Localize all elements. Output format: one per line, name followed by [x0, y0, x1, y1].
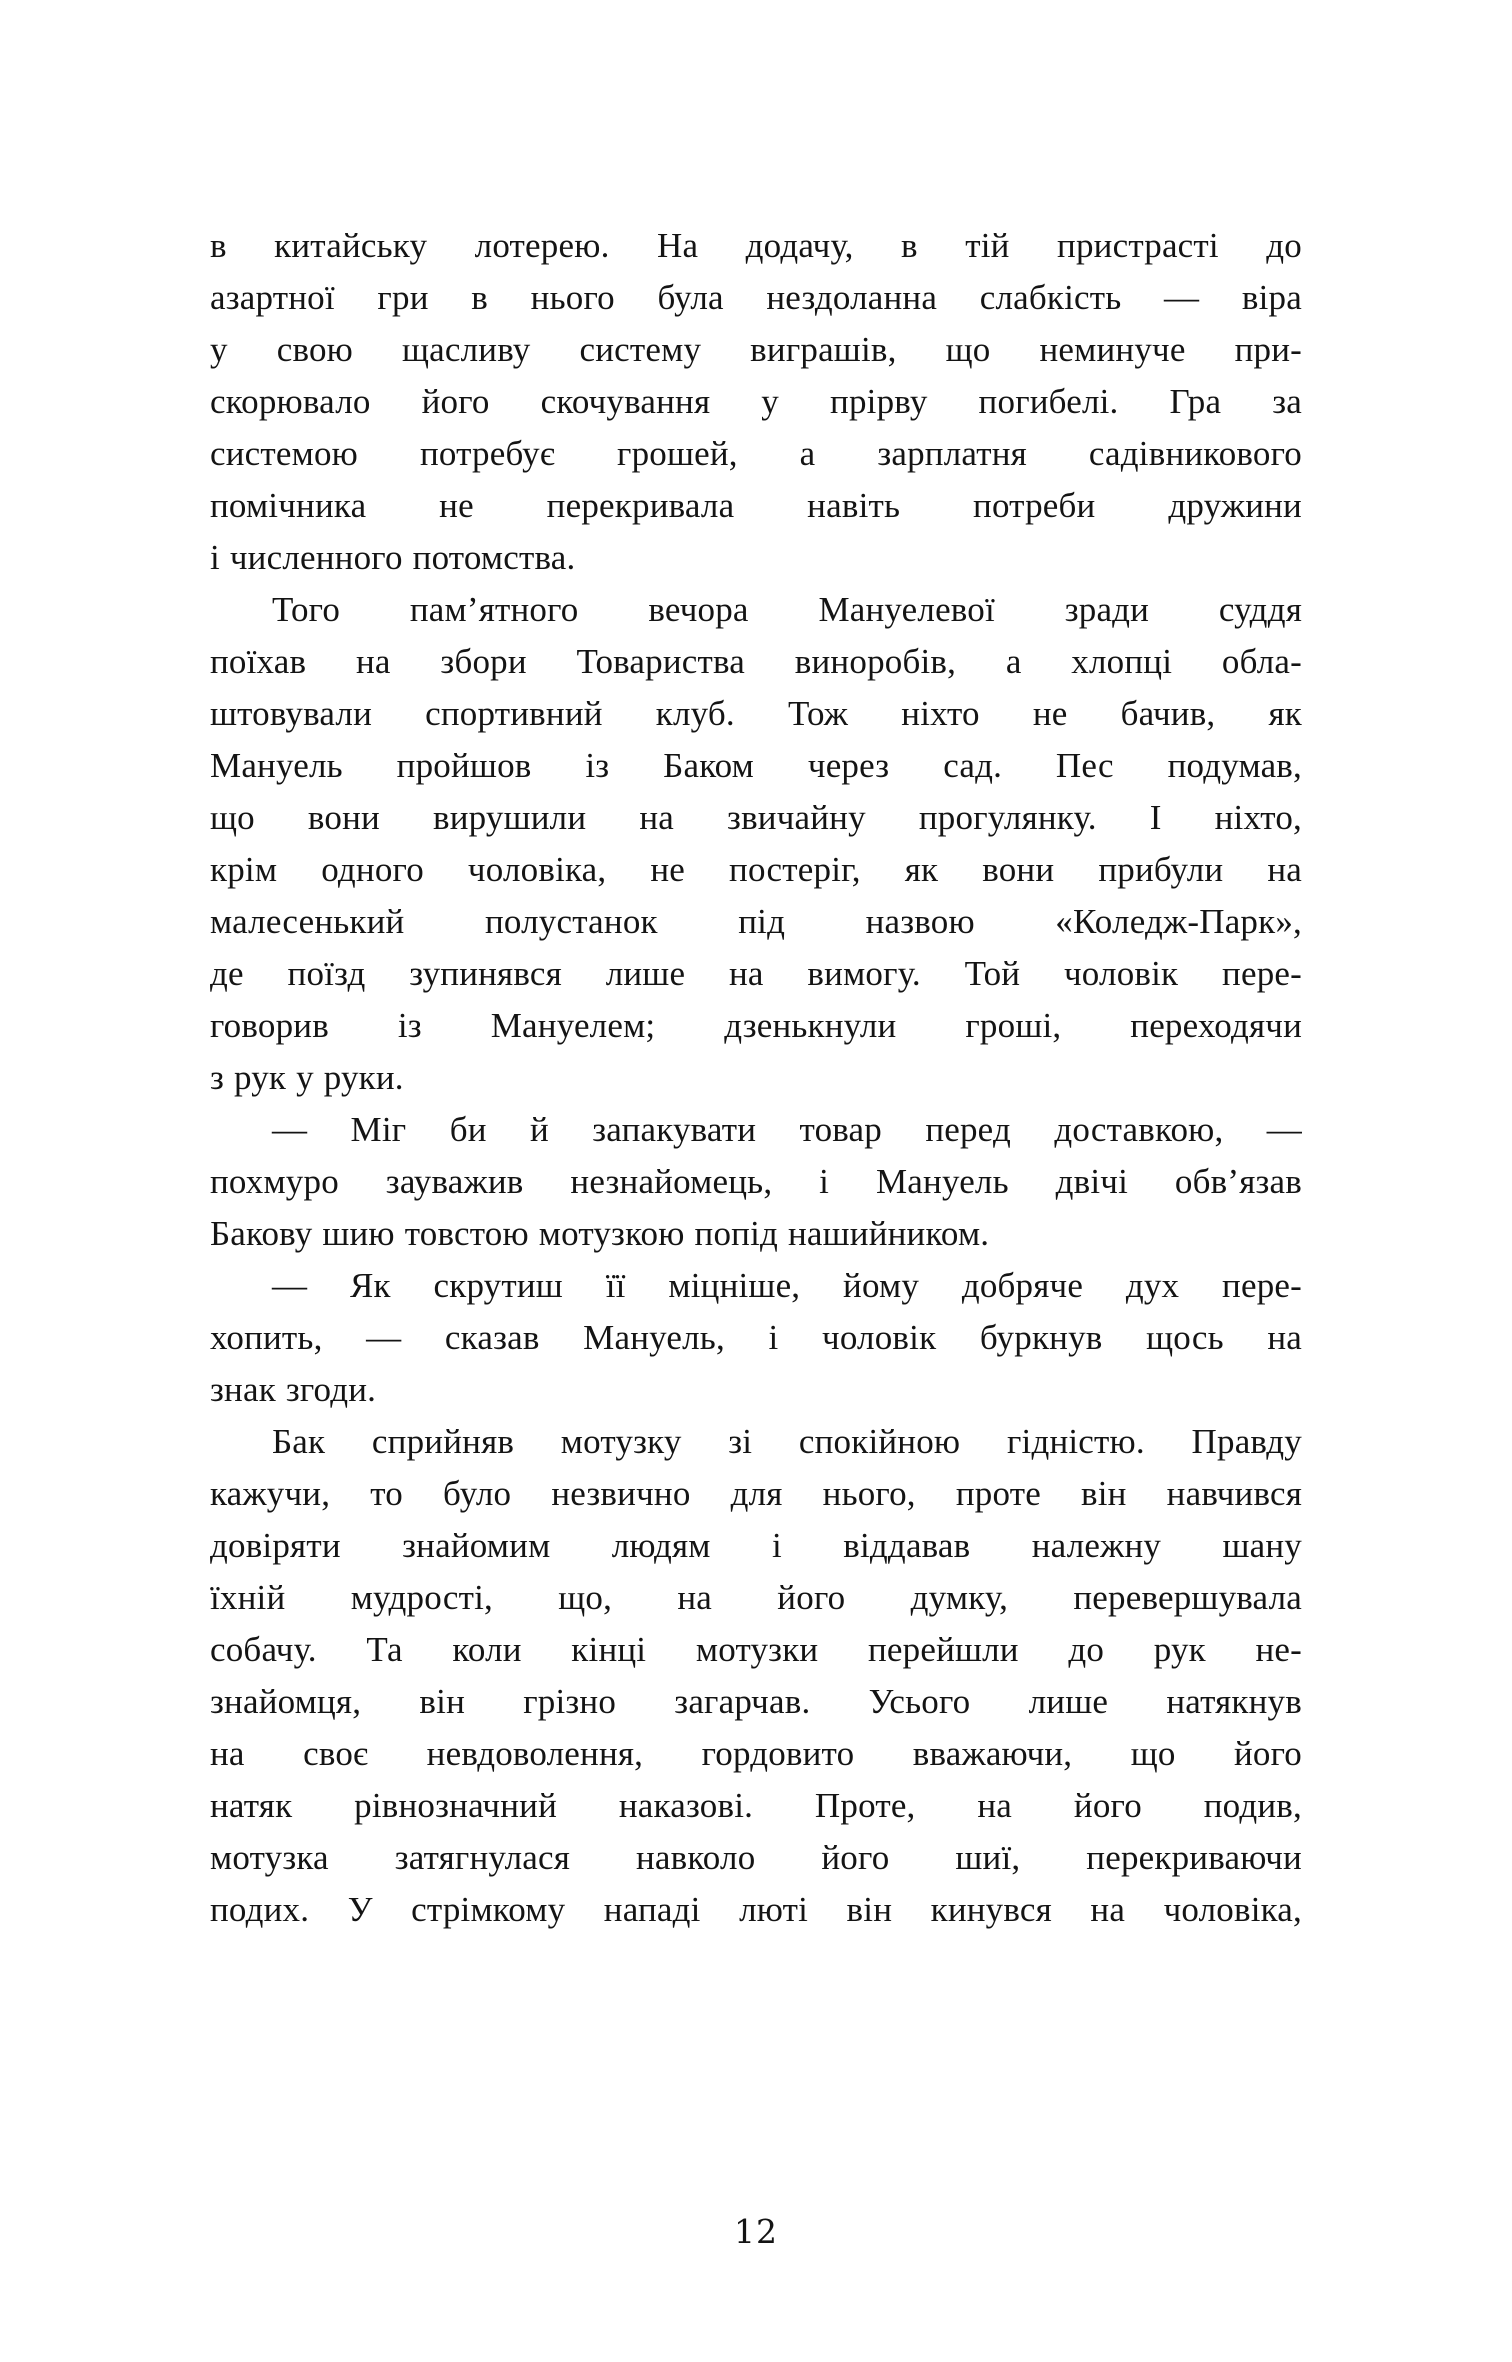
paragraph — [210, 1260, 1302, 1416]
paragraph — [210, 220, 1302, 584]
text-line: що вони вирушили на звичайну прогулянку. І ніхто, — [210, 798, 1302, 837]
text-line: поїхав на збори Товариства виноробів, а хлопці обла- — [210, 642, 1302, 681]
text-line: Бакову шию товстою мотузкою попід нашийником. — [210, 1214, 990, 1253]
text-line: Того пам’ятного вечора Мануелевої зради суддя — [272, 590, 1302, 629]
text-line: де поїзд зупинявся лише на вимогу. Той чоловік пере- — [210, 954, 1302, 993]
text-line: Мануель пройшов із Баком через сад. Пес подумав, — [210, 746, 1302, 785]
text-line: і численного потомства. — [210, 538, 576, 577]
text-line: натяк рівнозначний наказові. Проте, на його подив, — [210, 1786, 1302, 1825]
text-line: у свою щасливу систему виграшів, що неминуче при- — [210, 330, 1302, 369]
text-line: похмуро зауважив незнайомець, і Мануель двічі обв’язав — [210, 1162, 1302, 1201]
text-line: — Міг би й запакувати товар перед доставкою, — — [272, 1110, 1302, 1149]
text-line: в китайську лотерею. На додачу, в тій пристрасті до — [210, 226, 1302, 265]
text-line: їхній мудрості, що, на його думку, перевершувала — [210, 1578, 1302, 1617]
text-line: помічника не перекривала навіть потреби дружини — [210, 486, 1302, 525]
text-line: говорив із Мануелем; дзенькнули гроші, переходячи — [210, 1006, 1302, 1045]
text-line: штовували спортивний клуб. Тож ніхто не бачив, як — [210, 694, 1302, 733]
text-line: знак згоди. — [210, 1370, 377, 1409]
text-line: кажучи, то було незвично для нього, проте він навчився — [210, 1474, 1302, 1513]
page-number: 12 — [734, 2212, 778, 2251]
text-line: малесенький полустанок під назвою «Коледж-Парк», — [210, 902, 1302, 941]
text-line: з рук у руки. — [210, 1058, 404, 1097]
text-line: — Як скрутиш її міцніше, йому добряче дух пере- — [272, 1266, 1302, 1305]
paragraph — [210, 1416, 1302, 1936]
text-line: на своє невдоволення, гордовито вважаючи, що його — [210, 1734, 1302, 1773]
text-line: хопить, — сказав Мануель, і чоловік буркнув щось на — [210, 1318, 1302, 1357]
text-line: знайомця, він грізно загарчав. Усього лише натякнув — [210, 1682, 1302, 1721]
text-line: собачу. Та коли кінці мотузки перейшли до рук не- — [210, 1630, 1302, 1669]
text-line: подих. У стрімкому нападі люті він кинувся на чоловіка, — [210, 1890, 1302, 1929]
text-line: крім одного чоловіка, не постеріг, як вони прибули на — [210, 850, 1302, 889]
paragraph — [210, 584, 1302, 1104]
text-line: системою потребує грошей, а зарплатня садівникового — [210, 434, 1302, 473]
text-line: скорювало його скочування у прірву погибелі. Гра за — [210, 382, 1302, 421]
text-line: Бак сприйняв мотузку зі спокійною гідністю. Правду — [272, 1422, 1302, 1461]
text-line: мотузка затягнулася навколо його шиї, перекриваючи — [210, 1838, 1302, 1877]
text-line: азартної гри в нього була нездоланна слабкість — віра — [210, 278, 1302, 317]
text-block — [210, 220, 1302, 1936]
text-line: довіряти знайомим людям і віддавав належну шану — [210, 1526, 1302, 1565]
paragraph — [210, 1104, 1302, 1260]
